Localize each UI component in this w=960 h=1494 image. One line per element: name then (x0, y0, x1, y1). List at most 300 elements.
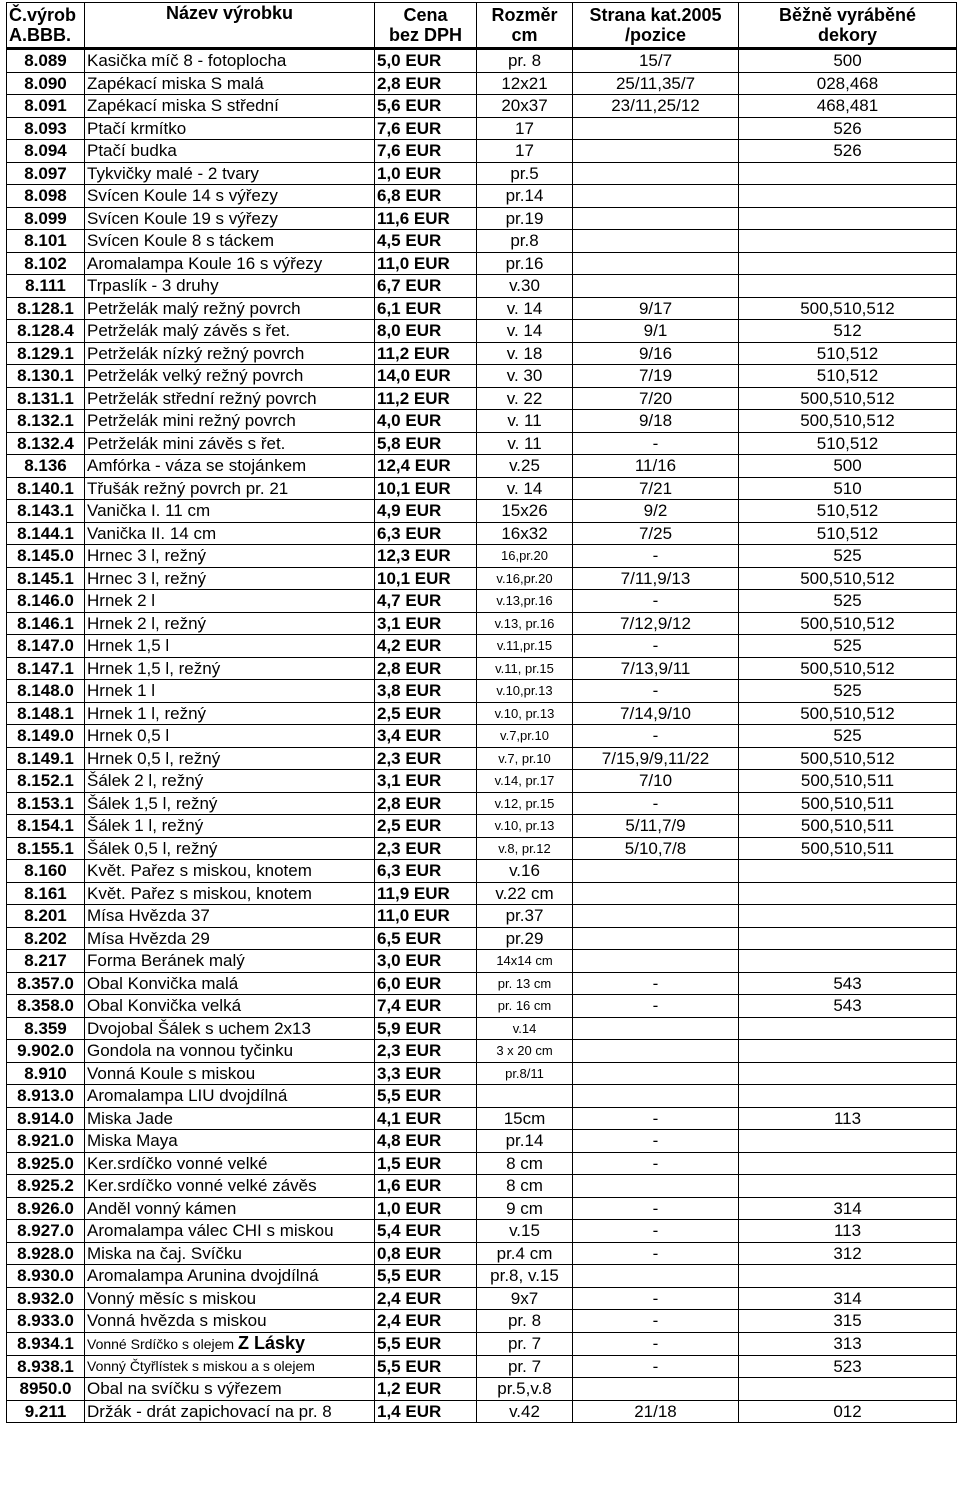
table-row (7, 882, 957, 905)
product-code-cell (7, 522, 85, 545)
product-code-cell (7, 432, 85, 455)
product-name: Vonná hvězda s miskou (87, 1311, 267, 1331)
product-price: 2,4 EUR (377, 1311, 442, 1331)
decor-codes-cell (739, 477, 957, 500)
catalog-position: - (652, 546, 659, 566)
catalog-position: 15/7 (638, 51, 673, 71)
decor-codes-cell (739, 162, 957, 185)
catalog-position-cell (573, 837, 739, 860)
product-price: 3,3 EUR (377, 1063, 442, 1083)
product-name: Aromalampa Koule 16 s výřezy (87, 253, 323, 273)
product-code: 8.927.0 (17, 1221, 74, 1241)
table-row (7, 432, 957, 455)
product-price: 11,2 EUR (377, 388, 450, 408)
product-price: 11,0 EUR (377, 906, 450, 926)
product-code-cell (7, 837, 85, 860)
product-size-cell (477, 545, 573, 568)
table-row (7, 320, 957, 343)
product-code: 8.111 (25, 276, 66, 296)
catalog-position: - (652, 591, 659, 611)
catalog-position: - (652, 996, 659, 1016)
product-code-cell (7, 927, 85, 950)
product-code: 8.132.1 (17, 411, 74, 431)
product-size: pr. 16 cm (497, 998, 552, 1014)
product-size-cell (477, 1130, 573, 1153)
decor-codes: 500 (833, 456, 862, 476)
product-price: 1,2 EUR (377, 1379, 442, 1399)
product-name: Hrnek 2 l, režný (87, 613, 207, 633)
product-code: 8.161 (24, 883, 67, 903)
product-price: 11,0 EUR (377, 253, 450, 273)
catalog-position-cell (573, 702, 739, 725)
product-code: 8.217 (24, 951, 67, 971)
decor-codes-cell (739, 995, 957, 1018)
product-name: Třušák režný povrch pr. 21 (87, 478, 289, 498)
product-name: Trpaslík - 3 druhy (87, 276, 219, 296)
catalog-position-cell (573, 545, 739, 568)
table-row (7, 792, 957, 815)
catalog-position: 11/16 (634, 456, 677, 476)
decor-codes-cell (739, 1265, 957, 1288)
product-code: 8950.0 (19, 1379, 72, 1399)
product-name-cell (85, 500, 375, 523)
product-price: 6,0 EUR (377, 973, 442, 993)
decor-codes-cell (739, 770, 957, 793)
product-name: Mísa Hvězda 29 (87, 928, 210, 948)
header-price-line2: bez DPH (388, 25, 462, 45)
product-price: 6,3 EUR (377, 523, 442, 543)
product-code-cell (7, 680, 85, 703)
product-code-cell (7, 1332, 85, 1355)
decor-codes: 500,510,512 (800, 388, 895, 408)
product-name: Hrnek 1 l, režný (87, 703, 207, 723)
product-name-cell (85, 162, 375, 185)
product-name-cell (85, 365, 375, 388)
decor-codes: 525 (833, 681, 862, 701)
decor-codes-cell (739, 860, 957, 883)
decor-codes-cell (739, 1130, 957, 1153)
product-price: 5,5 EUR (377, 1356, 442, 1376)
product-name: Aromalampa LIU dvojdílná (87, 1086, 288, 1106)
product-name: Hrnec 3 l, režný (87, 568, 207, 588)
table-row (7, 1287, 957, 1310)
catalog-position-cell (573, 905, 739, 928)
product-price: 12,4 EUR (377, 456, 451, 476)
catalog-position-cell (573, 275, 739, 298)
catalog-position: 7/11,9/13 (620, 568, 691, 588)
catalog-position-cell (573, 567, 739, 590)
product-name: Petrželák velký režný povrch (87, 366, 304, 386)
catalog-position-cell (573, 995, 739, 1018)
product-code: 8.910 (24, 1063, 67, 1083)
product-name-cell (85, 1197, 375, 1220)
header-catalog-line2: /pozice (624, 25, 686, 45)
product-code: 8.928.0 (17, 1243, 74, 1263)
header-price (375, 3, 477, 49)
catalog-position-cell (573, 342, 739, 365)
product-price-cell (375, 1332, 477, 1355)
decor-codes-cell (739, 747, 957, 770)
product-size-cell (477, 815, 573, 838)
product-code: 8.932.0 (17, 1288, 74, 1308)
product-size: pr.4 cm (496, 1243, 553, 1263)
product-price: 10,1 EUR (377, 568, 451, 588)
product-size: v.14, pr.17 (494, 773, 555, 789)
product-code-cell (7, 1310, 85, 1333)
product-name: Zapékací miska S střední (87, 96, 279, 116)
product-price-cell (375, 1062, 477, 1085)
catalog-position-cell (573, 680, 739, 703)
product-price: 4,7 EUR (377, 591, 442, 611)
product-name-cell (85, 1107, 375, 1130)
product-price-cell (375, 725, 477, 748)
decor-codes-cell (739, 297, 957, 320)
catalog-position: 9/2 (643, 501, 668, 521)
product-price-cell (375, 342, 477, 365)
product-code: 8.101 (24, 231, 67, 251)
catalog-position: - (652, 1131, 659, 1151)
product-name-cell (85, 837, 375, 860)
catalog-position-cell (573, 365, 739, 388)
product-price-cell (375, 1107, 477, 1130)
catalog-position-cell (573, 1040, 739, 1063)
catalog-position: 7/21 (638, 478, 673, 498)
product-code: 8.143.1 (17, 501, 74, 521)
product-size: pr.8 (510, 231, 539, 251)
product-size-cell (477, 477, 573, 500)
table-body (7, 49, 957, 1423)
product-name-cell (85, 725, 375, 748)
product-size-cell (477, 1332, 573, 1355)
product-size-cell (477, 1287, 573, 1310)
table-row (7, 972, 957, 995)
catalog-position-cell (573, 297, 739, 320)
header-price-line1: Cena (403, 5, 448, 25)
product-price: 5,4 EUR (377, 1221, 442, 1241)
table-row (7, 500, 957, 523)
product-size-cell (477, 747, 573, 770)
product-price-cell (375, 837, 477, 860)
decor-codes-cell (739, 342, 957, 365)
product-price: 2,8 EUR (377, 793, 442, 813)
product-name: Petrželák malý režný povrch (87, 298, 301, 318)
product-price: 5,5 EUR (377, 1334, 442, 1353)
product-price: 14,0 EUR (377, 366, 451, 386)
product-price: 7,6 EUR (377, 141, 442, 161)
decor-codes-cell (739, 1040, 957, 1063)
product-price: 10,1 EUR (377, 478, 451, 498)
decor-codes-cell (739, 185, 957, 208)
product-name-cell (85, 950, 375, 973)
product-price: 2,5 EUR (377, 816, 442, 836)
product-name-cell (85, 905, 375, 928)
product-name-cell (85, 545, 375, 568)
product-size: pr.14 (505, 1131, 544, 1151)
product-size-cell (477, 882, 573, 905)
decor-codes: 500,510,511 (800, 771, 895, 791)
product-price-cell (375, 1287, 477, 1310)
catalog-position-cell (573, 320, 739, 343)
catalog-position: 7/14,9/10 (620, 703, 691, 723)
product-code-cell (7, 1220, 85, 1243)
product-name: Dvojobal Šálek s uchem 2x13 (87, 1018, 311, 1038)
catalog-position-cell (573, 1107, 739, 1130)
product-code-cell (7, 995, 85, 1018)
product-size: 15cm (503, 1108, 546, 1128)
product-name-cell (85, 680, 375, 703)
product-size-cell (477, 252, 573, 275)
product-name-cell (85, 49, 375, 73)
decor-codes: 543 (833, 996, 862, 1016)
catalog-position-cell (573, 72, 739, 95)
product-size: v. 18 (506, 343, 543, 363)
product-code: 8.091 (24, 96, 67, 116)
decor-codes: 500,510,512 (800, 703, 895, 723)
product-code: 8.136 (24, 456, 67, 476)
product-name: Petrželák nízký režný povrch (87, 343, 305, 363)
product-size: 9x7 (510, 1288, 539, 1308)
product-price: 7,6 EUR (377, 118, 442, 138)
product-code: 8.152.1 (17, 771, 74, 791)
product-price: 4,9 EUR (377, 501, 442, 521)
product-code: 8.149.1 (17, 748, 74, 768)
product-name: Hrnek 1,5 l (87, 636, 170, 656)
product-size-cell (477, 950, 573, 973)
product-size: pr.5,v.8 (497, 1379, 552, 1399)
product-code-cell (7, 1062, 85, 1085)
decor-codes-cell (739, 950, 957, 973)
table-row (7, 635, 957, 658)
table-row (7, 297, 957, 320)
decor-codes: 500,510,511 (800, 838, 895, 858)
product-name: Šálek 2 l, režný (87, 771, 204, 791)
product-code-cell (7, 365, 85, 388)
product-code-cell (7, 1130, 85, 1153)
product-name: Vonné Srdíčko s olejem (87, 1335, 235, 1352)
table-row (7, 72, 957, 95)
product-code: 8.089 (24, 51, 67, 71)
product-size-cell (477, 1197, 573, 1220)
catalog-position-cell (573, 972, 739, 995)
product-size-cell (477, 49, 573, 73)
product-name-cell (85, 185, 375, 208)
decor-codes-cell (739, 1107, 957, 1130)
product-size: 17 (515, 141, 534, 161)
decor-codes: 314 (833, 1288, 862, 1308)
product-code-cell (7, 1175, 85, 1198)
catalog-position-cell (573, 815, 739, 838)
product-code: 8.145.1 (17, 568, 74, 588)
decor-codes: 525 (833, 546, 862, 566)
product-name-cell (85, 455, 375, 478)
product-code-cell (7, 49, 85, 73)
product-code-cell (7, 792, 85, 815)
table-row (7, 567, 957, 590)
product-price-cell (375, 1400, 477, 1423)
product-name: Mísa Hvězda 37 (87, 906, 210, 926)
product-size: pr. 8 (507, 1311, 542, 1331)
decor-codes-cell (739, 500, 957, 523)
table-row (7, 612, 957, 635)
catalog-position: - (652, 1153, 659, 1173)
catalog-position: 7/10 (638, 771, 673, 791)
product-size: v.11,pr.15 (496, 638, 553, 654)
catalog-position: 7/20 (638, 388, 673, 408)
product-price-cell (375, 49, 477, 73)
product-size-cell (477, 612, 573, 635)
catalog-position-cell (573, 252, 739, 275)
decor-codes: 500,510,512 (800, 568, 895, 588)
product-code: 8.155.1 (17, 838, 74, 858)
product-code-cell (7, 1378, 85, 1401)
product-name-cell (85, 297, 375, 320)
product-size: 8 cm (506, 1176, 543, 1196)
product-price-cell (375, 500, 477, 523)
product-code-cell (7, 657, 85, 680)
product-size-cell (477, 770, 573, 793)
product-price-cell (375, 680, 477, 703)
product-name-cell (85, 1130, 375, 1153)
product-size-cell (477, 387, 573, 410)
product-price-cell (375, 1130, 477, 1153)
table-row (7, 770, 957, 793)
product-size: 15x26 (501, 501, 548, 521)
product-price: 4,8 EUR (377, 1131, 442, 1151)
table-row (7, 545, 957, 568)
catalog-position-cell (573, 477, 739, 500)
table-row (7, 477, 957, 500)
product-price-cell (375, 72, 477, 95)
product-price-cell (375, 882, 477, 905)
catalog-position-cell (573, 657, 739, 680)
product-price: 11,2 EUR (377, 343, 450, 363)
catalog-position-cell (573, 1197, 739, 1220)
catalog-position-cell (573, 1310, 739, 1333)
product-code-cell (7, 1017, 85, 1040)
product-size: pr.5 (510, 163, 539, 183)
decor-codes-cell (739, 1287, 957, 1310)
product-price: 11,6 EUR (377, 208, 450, 228)
product-name: Petrželák malý závěs s řet. (87, 321, 291, 341)
product-size-cell (477, 522, 573, 545)
product-price-cell (375, 140, 477, 163)
product-size-cell (477, 140, 573, 163)
product-name-cell (85, 1175, 375, 1198)
product-size: pr.8, v.15 (490, 1266, 559, 1286)
product-price-cell (375, 95, 477, 118)
product-price-cell (375, 477, 477, 500)
table-row (7, 747, 957, 770)
decor-codes-cell (739, 1175, 957, 1198)
product-code: 8.146.1 (17, 613, 74, 633)
catalog-position-cell (573, 1332, 739, 1355)
table-row (7, 995, 957, 1018)
product-name-cell (85, 140, 375, 163)
product-price-cell (375, 117, 477, 140)
product-price: 4,2 EUR (377, 636, 442, 656)
product-price: 6,5 EUR (377, 928, 442, 948)
decor-codes-cell (739, 140, 957, 163)
product-price-cell (375, 1175, 477, 1198)
product-price-cell (375, 635, 477, 658)
product-code: 8.925.2 (17, 1176, 74, 1196)
product-name: Hrnek 2 l (87, 591, 156, 611)
header-catalog (573, 3, 739, 49)
decor-codes: 468,481 (816, 96, 879, 116)
product-name: Hrnek 1 l (87, 681, 156, 701)
catalog-position: 9/18 (638, 411, 673, 431)
product-name: Ker.srdíčko vonné velké závěs (87, 1176, 317, 1196)
product-price-cell (375, 950, 477, 973)
product-code: 8.147.1 (17, 658, 74, 678)
product-size-cell (477, 837, 573, 860)
product-name: Aromalampa Arunina dvojdílná (87, 1266, 319, 1286)
table-row (7, 590, 957, 613)
product-name-cell (85, 792, 375, 815)
product-code-cell (7, 342, 85, 365)
product-size: v.42 (509, 1401, 540, 1421)
decor-codes-cell (739, 1197, 957, 1220)
product-name: Šálek 1,5 l, režný (87, 793, 218, 813)
product-size-cell (477, 1220, 573, 1243)
product-price: 2,3 EUR (377, 838, 442, 858)
decor-codes: 526 (833, 141, 862, 161)
product-name-cell (85, 1310, 375, 1333)
product-size: v.8, pr.12 (498, 840, 551, 856)
product-size-cell (477, 1400, 573, 1423)
product-size-cell (477, 500, 573, 523)
product-price: 5,6 EUR (377, 96, 442, 116)
decor-codes: 012 (833, 1401, 862, 1421)
catalog-position: 21/18 (634, 1401, 677, 1421)
decor-codes: 113 (833, 1108, 862, 1128)
product-size: v.16,pr.20 (496, 570, 553, 586)
decor-codes-cell (739, 1085, 957, 1108)
product-name-cell (85, 1332, 375, 1355)
product-price: 4,5 EUR (377, 231, 442, 251)
product-price-cell (375, 702, 477, 725)
decor-codes-cell (739, 455, 957, 478)
catalog-position-cell (573, 882, 739, 905)
decor-codes: 315 (833, 1311, 862, 1331)
product-name-cell (85, 612, 375, 635)
table-row (7, 1197, 957, 1220)
product-name-cell (85, 230, 375, 253)
table-row (7, 1400, 957, 1423)
product-code: 8.132.4 (17, 433, 74, 453)
product-name: Svícen Koule 14 s výřezy (87, 186, 278, 206)
product-price: 2,3 EUR (377, 1041, 442, 1061)
product-name-cell (85, 860, 375, 883)
product-code-cell (7, 567, 85, 590)
product-code-cell (7, 702, 85, 725)
table-row (7, 275, 957, 298)
catalog-position-cell (573, 207, 739, 230)
catalog-position: 7/12,9/12 (620, 613, 691, 633)
table-row (7, 927, 957, 950)
product-size: v. 14 (506, 478, 543, 498)
product-price-cell (375, 1355, 477, 1378)
product-code: 8.201 (24, 906, 67, 926)
catalog-position: 5/11,7/9 (625, 816, 686, 836)
header-name (85, 3, 375, 49)
product-price: 2,3 EUR (377, 748, 442, 768)
product-code: 8.914.0 (17, 1108, 74, 1128)
product-name: Hrnec 3 l, režný (87, 546, 207, 566)
product-size: 3 x 20 cm (496, 1043, 553, 1059)
product-price-cell (375, 1220, 477, 1243)
product-price: 6,8 EUR (377, 186, 442, 206)
